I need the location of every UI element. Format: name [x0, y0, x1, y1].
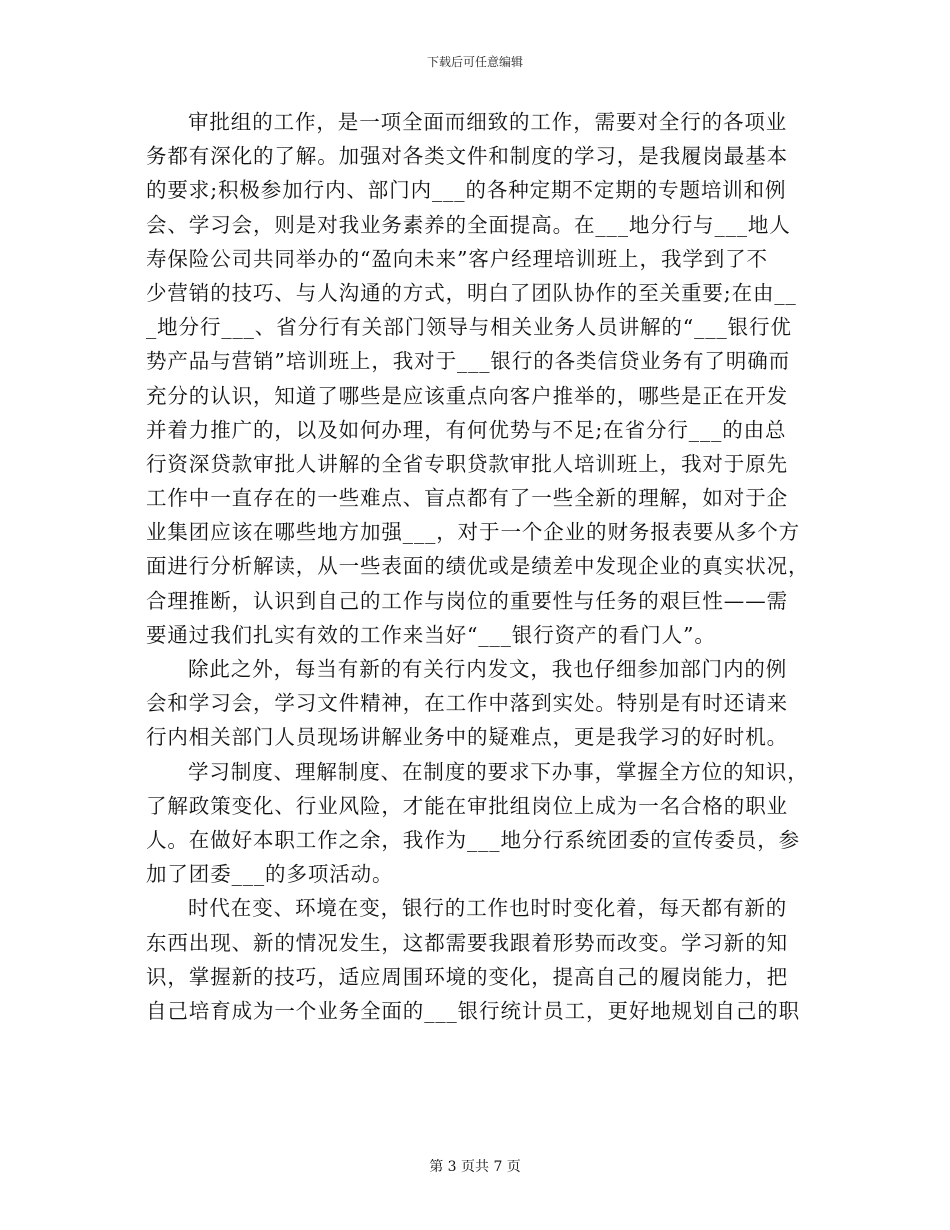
text-line: 行资深贷款审批人讲解的全省专职贷款审批人培训班上，我对于原先 [146, 451, 788, 476]
text-line: 学习制度、理解制度、在制度的要求下办事，掌握全方位的知识， [188, 759, 809, 784]
text-line: 要通过我们扎实有效的工作来当好“___银行资产的看门人”。 [146, 622, 716, 647]
text-line: 充分的认识，知道了哪些是应该重点向客户推举的，哪些是正在开发 [146, 383, 788, 408]
text-line: 会、学习会，则是对我业务素养的全面提高。在___地分行与___地人 [146, 212, 791, 237]
text-line: 东西出现、新的情况发生，这都需要我跟着形势而改变。学习新的知 [146, 930, 788, 955]
page-footer: 第 3 页共 7 页 [429, 1159, 521, 1175]
text-line: 并着力推广的，以及如何办理，有何优势与不足;在省分行___的由总 [146, 417, 787, 442]
text-line: 合理推断，认识到自己的工作与岗位的重要性与任务的艰巨性——需 [146, 588, 788, 613]
text-line: 自己培育成为一个业务全面的___银行统计员工，更好地规划自己的职 [146, 998, 801, 1023]
document-body [146, 105, 810, 1028]
text-line: 了解政策变化、行业风险，才能在审批组岗位上成为一名合格的职业 [146, 793, 788, 818]
text-line: 审批组的工作，是一项全面而细致的工作，需要对全行的各项业 [188, 110, 788, 134]
text-line: _地分行___、省分行有关部门领导与相关业务人员讲解的“___银行优 [146, 315, 792, 340]
text-line: 加了团委___的多项活动。 [146, 862, 394, 887]
text-line: 人。在做好本职工作之余，我作为___地分行系统团委的宣传委员，参 [146, 827, 801, 852]
text-line: 少营销的技巧、与人沟通的方式，明白了团队协作的至关重要;在由__ [146, 280, 797, 305]
text-line: 除此之外，每当有新的有关行内发文，我也仔细参加部门内的例 [188, 657, 788, 681]
text-line: 时代在变、环境在变，银行的工作也时时变化着，每天都有新的 [188, 896, 788, 921]
text-line: 势产品与营销”培训班上，我对于___银行的各类信贷业务有了明确而 [146, 349, 791, 374]
text-line: 寿保险公司共同举办的“盈向未来”客户经理培训班上，我学到了不 [146, 246, 768, 271]
text-line: 工作中一直存在的一些难点、盲点都有了一些全新的理解，如对于企 [146, 486, 788, 511]
text-line: 业集团应该在哪些地方加强___，对于一个企业的财务报表要从多个方 [146, 520, 801, 545]
text-line: 的要求;积极参加行内、部门内___的各种定期不定期的专题培训和例 [146, 178, 787, 203]
page-header: 下载后可任意编辑 [426, 55, 523, 69]
text-line: 面进行分析解读，从一些表面的绩优或是绩差中发现企业的真实状况， [146, 554, 810, 579]
text-line: 识，掌握新的技巧，适应周围环境的变化，提高自己的履岗能力，把 [146, 964, 788, 989]
text-line: 会和学习会，学习文件精神，在工作中落到实处。特别是有时还请来 [146, 691, 788, 716]
text-line: 行内相关部门人员现场讲解业务中的疑难点，更是我学习的好时机。 [146, 725, 788, 750]
text-line: 务都有深化的了解。加强对各类文件和制度的学习，是我履岗最基本 [146, 144, 788, 169]
